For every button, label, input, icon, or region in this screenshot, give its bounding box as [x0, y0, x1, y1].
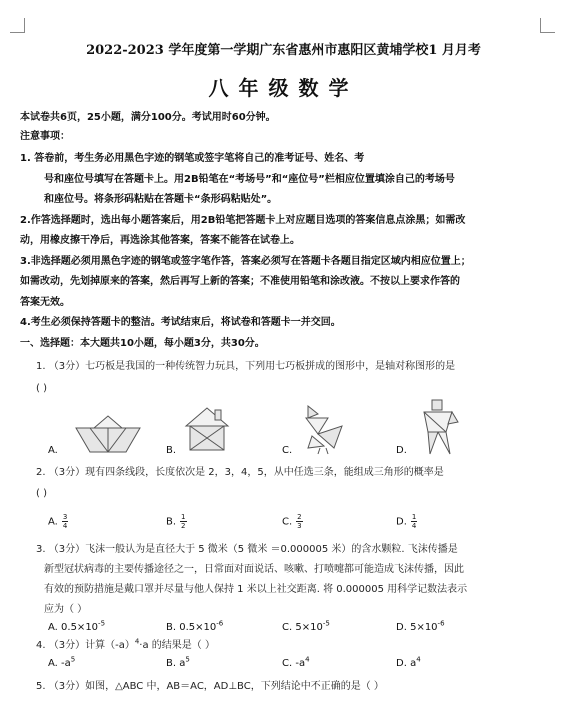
option-c — [282, 657, 310, 671]
option-label: A. — [48, 658, 58, 669]
fraction — [411, 513, 417, 530]
option-exponent: -5 — [98, 619, 106, 628]
option-a — [48, 621, 105, 635]
denominator: 2 — [181, 522, 186, 530]
notes-heading: 注意事项： — [20, 131, 70, 142]
option-exponent: -6 — [437, 619, 445, 628]
section-heading: 一、选择题：本大题共10小题，每小题3分，共30分。 — [20, 338, 265, 349]
person-tangram-icon — [416, 398, 460, 456]
option-label: A. — [48, 622, 58, 633]
question-2-stem: 2. （3分）现有四条线段，长度依次是 2，3，4，5，从中任选三条，能组成三角形的概率是 — [36, 467, 444, 478]
house-tangram-icon — [182, 404, 232, 454]
option-base: a — [179, 658, 186, 669]
note-line: 答案无效。 — [20, 297, 70, 308]
option-exponent: 4 — [305, 655, 310, 664]
option-exponent: 5 — [185, 655, 190, 664]
answer-paren: ( ) — [36, 383, 47, 394]
option-base: 5×10 — [295, 622, 323, 633]
numerator: 1 — [411, 513, 417, 521]
option-base: -a — [295, 658, 306, 669]
boat-tangram-icon — [74, 414, 142, 454]
option-d — [396, 513, 417, 530]
question-3-line: 有效的预防措施是戴口罩并尽量与他人保持 1 米以上社交距离. 将 0.000005 用科学记数法表示 — [44, 584, 468, 595]
option-label: A. — [48, 516, 58, 528]
note-line: 动，用橡皮擦干净后，再选涂其他答案，答案不能答在试卷上。 — [20, 235, 300, 246]
subject-title: 八年级数学 — [208, 76, 359, 100]
option-c — [282, 513, 303, 530]
fraction — [296, 513, 302, 530]
option-base: 0.5×10 — [179, 622, 217, 633]
option-label: B. — [166, 516, 177, 528]
option-a — [48, 657, 75, 671]
note-line: 号和座位号填写在答题卡上。用2B铅笔在“考场号”和“座位号”栏相应位置填涂自己的考场号 — [44, 174, 455, 185]
option-label: D. — [396, 445, 407, 456]
numerator: 1 — [181, 513, 186, 521]
option-a — [48, 513, 68, 530]
note-line: 2.作答选择题时，选出每小题答案后，用2B铅笔把答题卡上对应题目选项的答案信息点涂黑；如需改 — [20, 215, 466, 226]
question-3-line: 新型冠状病毒的主要传播途径之一，日常面对面说话、咳嗽、打喷嚏都可能造成飞沫传播，因此 — [44, 564, 464, 575]
option-exponent: 4 — [416, 655, 421, 664]
option-d — [396, 657, 421, 671]
answer-paren: ( ) — [36, 488, 47, 499]
stem-exponent: 4 — [134, 637, 140, 646]
note-line: 1. 答卷前，考生务必用黑色字迹的钢笔或签字笔将自己的准考证号、姓名、考 — [20, 153, 365, 164]
exam-info-line: 本试卷共6页，25小题，满分100分。考试用时60分钟。 — [20, 112, 276, 123]
question-4-stem — [36, 639, 215, 653]
stem-part: 4. （3分）计算（-a） — [36, 640, 135, 651]
option-b — [166, 657, 190, 671]
exam-header-title: 2022-2023 学年度第一学期广东省惠州市惠阳区黄埔学校1 月月考 — [86, 43, 481, 58]
option-label: C. — [282, 658, 293, 669]
option-label: C. — [282, 445, 293, 456]
note-line: 如需改动，先划掉原来的答案，然后再写上新的答案；不准使用铅笔和涂改液。不按以上要求作答的 — [20, 276, 460, 287]
crop-mark-top-right — [540, 18, 555, 33]
option-label: C. — [282, 622, 293, 633]
option-exponent: -5 — [322, 619, 330, 628]
question-3-line: 3. （3分）飞沫一般认为是直径大于 5 微米（5 微米 ＝0.000005 米）的含水颗粒. 飞沫传播是 — [36, 544, 458, 555]
option-b — [166, 513, 187, 530]
crop-mark-top-left — [10, 18, 25, 33]
note-line: 和座位号。将条形码粘贴在答题卡“条形码粘贴处”。 — [44, 194, 278, 205]
option-label: B. — [166, 658, 177, 669]
question-5-stem: 5. （3分）如图，△ABC 中，AB＝AC，AD⊥BC，下列结论中不正确的是（ ） — [36, 681, 384, 692]
denominator: 4 — [411, 522, 417, 530]
option-label: D. — [396, 622, 407, 633]
option-label: B. — [166, 622, 177, 633]
option-base: a — [410, 658, 417, 669]
note-line: 4.考生必须保持答题卡的整洁。考试结束后，将试卷和答题卡一并交回。 — [20, 317, 341, 328]
question-3-line: 应为（ ） — [44, 604, 88, 615]
option-b — [166, 621, 223, 635]
option-label: D. — [396, 658, 407, 669]
option-label: C. — [282, 516, 293, 528]
stem-part: ·a 的结果是（ ） — [139, 640, 215, 651]
option-exponent: 5 — [70, 655, 76, 664]
fraction — [180, 513, 186, 530]
note-line: 3.非选择题必须用黑色字迹的钢笔或签字笔作答，答案必须写在答题卡各题目指定区域内相应位置上； — [20, 256, 471, 267]
option-label: A. — [48, 445, 58, 456]
denominator: 3 — [297, 522, 302, 530]
bird-tangram-icon — [298, 404, 348, 456]
question-1-stem: 1. （3分）七巧板是我国的一种传统智力玩具，下列用七巧板拼成的图形中，是轴对称图形的是 — [36, 361, 456, 372]
option-label: D. — [396, 516, 407, 528]
option-exponent: -6 — [216, 619, 224, 628]
fraction — [62, 513, 68, 530]
denominator: 4 — [62, 522, 68, 530]
option-base: 0.5×10 — [61, 622, 99, 633]
option-d — [396, 621, 445, 635]
numerator: 3 — [62, 513, 68, 521]
option-base: -a — [61, 658, 71, 669]
option-c — [282, 621, 330, 635]
option-base: 5×10 — [410, 622, 438, 633]
option-label: B. — [166, 445, 177, 456]
numerator: 2 — [297, 513, 302, 521]
